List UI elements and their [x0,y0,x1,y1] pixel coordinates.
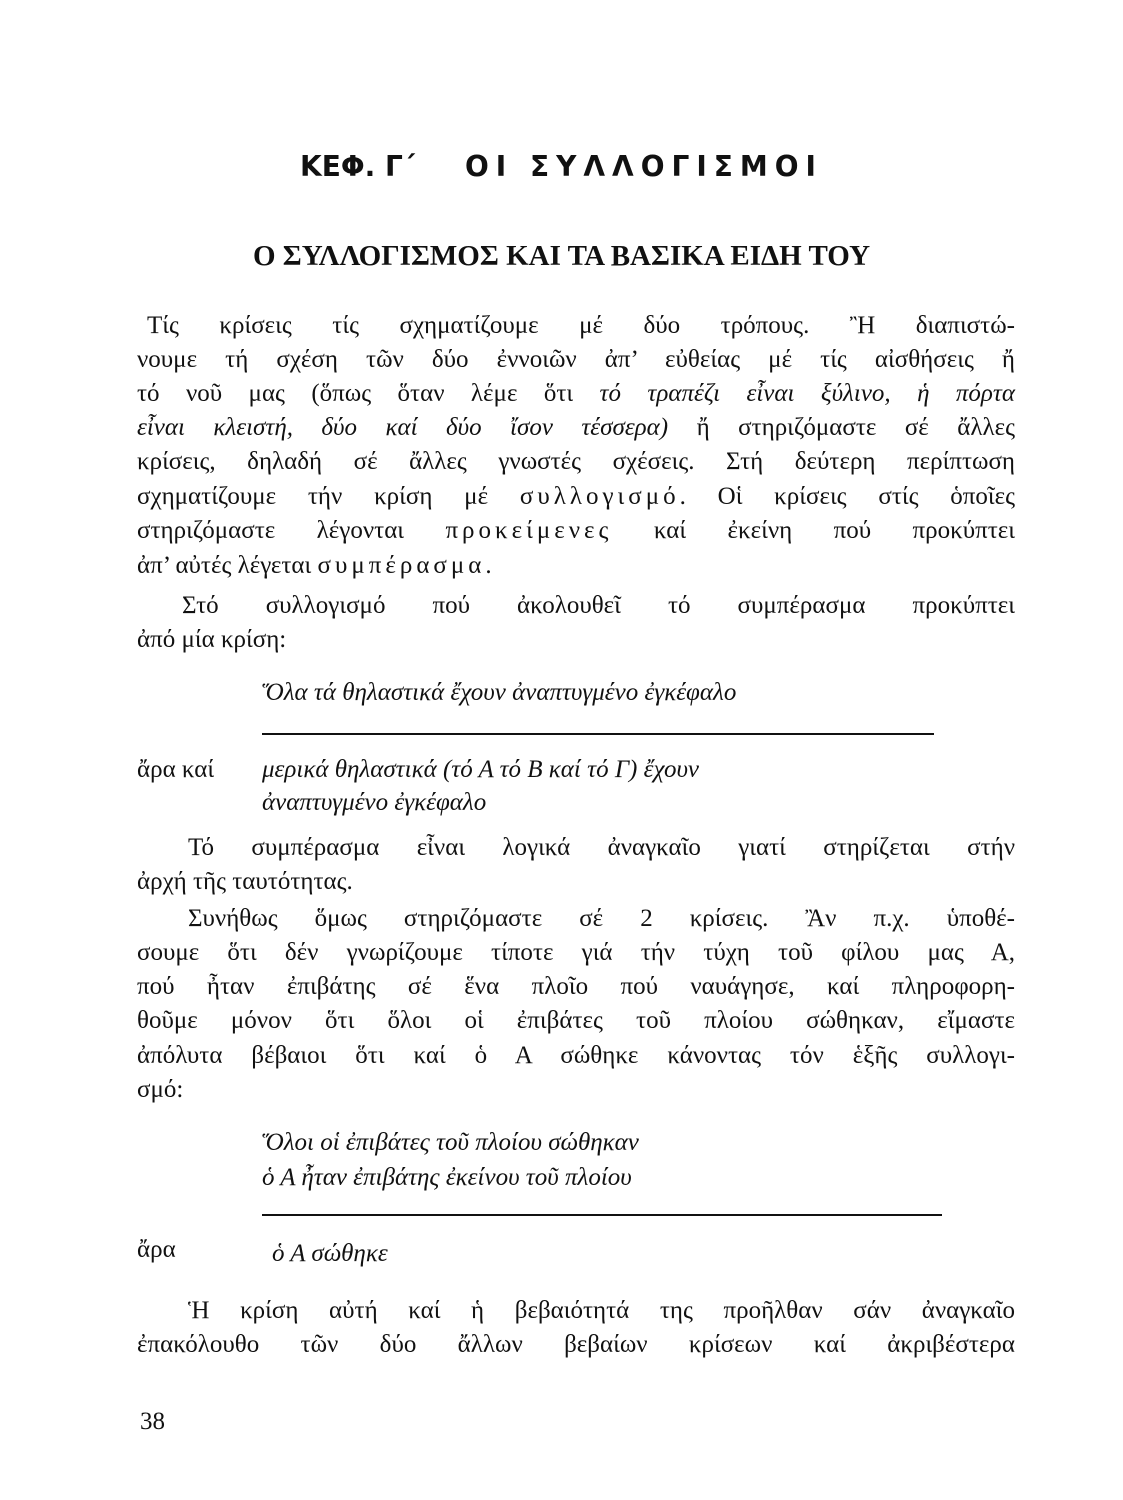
paragraph-4-line-4: θοῦμε μόνον ὅτι ὅλοι οἱ ἐπιβάτες τοῦ πλοίου σώθηκαν, εἴμαστε [137,1007,1015,1034]
paragraph-4-line-5: ἀπόλυτα βέβαιοι ὅτι καί ὁ Α σώθηκε κάνοντας τόν ἑξῆς συλλογι- [137,1042,1015,1069]
italic-run: εἶναι κλειστή, δύο καί δύο ἴσον τέσσερα) [137,414,669,441]
chapter-heading [0,150,1123,183]
paragraph-3-line-1: Τό συμπέρασμα εἶναι λογικά ἀναγκαῖο γιατί στηρίζεται στήν [188,834,1015,861]
paragraph-4-line-2: σουμε ὅτι δέν γνωρίζουμε τίποτε γιά τήν τύχη τοῦ φίλου μας Α, [137,939,1015,966]
emphasis-term: προκείμενες [445,517,613,544]
syllogism-2-ara: ἄρα [137,1236,176,1263]
paragraph-1-line-4 [137,412,1015,444]
paragraph-1-line-8 [137,550,492,582]
text-run: . [485,552,492,579]
text-run: ἤ στηριζόμαστε σέ ἄλλες [668,414,1015,441]
syllogism-1-conclusion-line-1: μερικά θηλαστικά (τό Α τό Β καί τό Γ) ἔχουν [262,756,700,783]
paragraph-1-line-1: Τίς κρίσεις τίς σχηματίζουμε μέ δύο τρόπους. Ἢ διαπιστώ- [147,312,1015,339]
paragraph-5-line-2: ἐπακόλουθο τῶν δύο ἄλλων βεβαίων κρίσεων καί ἀκριβέστερα [137,1331,1015,1358]
text-run: . Οἱ κρίσεις στίς ὁποῖες [679,483,1015,510]
paragraph-4-line-6: σμό: [137,1076,184,1103]
paragraph-1-line-7 [137,515,1015,547]
chapter-label: ΚΕΦ. Γ΄ [300,150,416,183]
paragraph-2-line-1: Στό συλλογισμό πού ἀκολουθεῖ τό συμπέρασμα προκύπτει [182,592,1015,619]
syllogism-2-rule [262,1214,942,1216]
page-number: 38 [140,1408,165,1435]
text-run: στηριζόμαστε λέγονται [137,517,446,544]
section-title: Ο ΣΥΛΛΟΓΙΣΜΟΣ ΚΑΙ ΤΑ ΒΑΣΙΚΑ ΕΙΔΗ ΤΟΥ [252,240,871,272]
paragraph-1-line-5: κρίσεις, δηλαδή σέ ἄλλες γνωστές σχέσεις. Στή δεύτερη περίπτωση [137,448,1015,475]
italic-run: τό τραπέζι εἶναι ξύλινο, ἡ πόρτα [599,380,1015,407]
text-run: ἀπ’ αὐτές λέγεται [137,552,318,579]
paragraph-4-line-1: Συνήθως ὅμως στηριζόμαστε σέ 2 κρίσεις. Ἂν π.χ. ὑποθέ- [188,905,1015,932]
paragraph-1-line-6 [137,481,1015,513]
syllogism-2-premise-2: ὁ Α ἦταν ἐπιβάτης ἐκείνου τοῦ πλοίου [262,1164,632,1191]
syllogism-1-conclusion-line-2: ἀναπτυγμένο ἐγκέφαλο [262,789,487,816]
chapter-title: ΟΙ ΣΥΛΛΟΓΙΣΜΟΙ [464,150,823,183]
paragraph-5-line-1: Ἡ κρίση αὐτή καί ἡ βεβαιότητά της προῆλθαν σάν ἀναγκαῖο [188,1297,1015,1324]
emphasis-term: συλλογισμό [519,483,680,510]
text-run: τό νοῦ μας (ὅπως ὅταν λέμε ὅτι [137,380,600,407]
syllogism-1-ara: ἄρα καί [137,756,215,783]
syllogism-2-premise-1: Ὅλοι οἱ ἐπιβάτες τοῦ πλοίου σώθηκαν [262,1129,639,1156]
paragraph-1-line-3 [137,378,1015,410]
syllogism-1-premise: Ὅλα τά θηλαστικά ἔχουν ἀναπτυγμένο ἐγκέφαλο [262,679,737,706]
text-run: καί ἐκείνη πού προκύπτει [612,517,1015,544]
emphasis-term: συμπέρασμα [317,552,486,579]
syllogism-1-rule [262,733,934,735]
paragraph-3-line-2: ἀρχή τῆς ταυτότητας. [137,868,353,895]
paragraph-4-line-3: πού ἦταν ἐπιβάτης σέ ἕνα πλοῖο πού ναυάγησε, καί πληροφορη- [137,973,1015,1000]
paragraph-2-line-2: ἀπό μία κρίση: [137,626,287,653]
text-run: σχηματίζουμε τήν κρίση μέ [137,483,520,510]
syllogism-2-conclusion: ὁ Α σώθηκε [272,1240,388,1267]
paragraph-1-line-2: νουμε τή σχέση τῶν δύο ἐννοιῶν ἀπ’ εὐθείας μέ τίς αἰσθήσεις ἤ [137,346,1015,373]
